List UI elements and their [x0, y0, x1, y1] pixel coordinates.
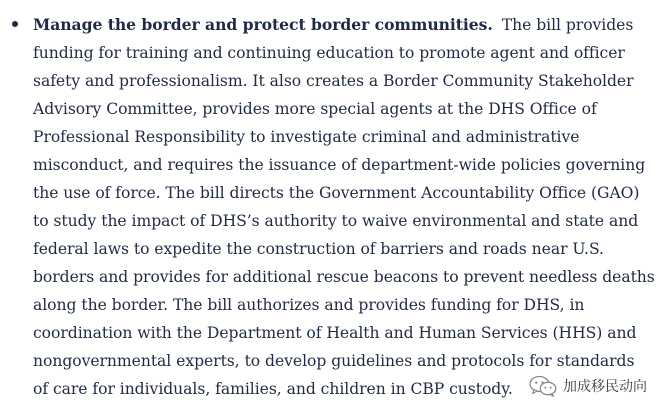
- paragraph-line-9: federal laws to expedite the construction of barriers and roads near U.S.: [33, 240, 604, 258]
- watermark-text: 加成移民动向: [563, 379, 647, 395]
- paragraph-line-14: of care for individuals, families, and children in CBP custody.: [33, 380, 513, 398]
- paragraph-line-5: Professional Responsibility to investigate criminal and administrative: [33, 128, 580, 146]
- paragraph-line-4: Advisory Committee, provides more special agents at the DHS Office of: [33, 100, 597, 118]
- paragraph-line-8: to study the impact of DHS’s authority to waive environmental and state and: [33, 212, 639, 230]
- paragraph-line-6: misconduct, and requires the issuance of department-wide policies governing: [33, 156, 646, 174]
- paragraph-line-10: borders and provides for additional rescue beacons to prevent needless deaths: [33, 268, 655, 286]
- wechat-icon: [529, 375, 557, 397]
- wechat-watermark: [529, 375, 647, 397]
- bullet-marker: [12, 21, 18, 27]
- paragraph-line-1: [33, 11, 633, 39]
- paragraph-text: The bill provides: [501, 16, 634, 34]
- paragraph-line-7: the use of force. The bill directs the Government Accountability Office (GAO): [33, 184, 640, 202]
- paragraph-line-3: safety and professionalism. It also creates a Border Community Stakeholder: [33, 72, 634, 90]
- paragraph-line-12: coordination with the Department of Health and Human Services (HHS) and: [33, 324, 637, 342]
- paragraph-line-13: nongovernmental experts, to develop guidelines and protocols for standards: [33, 352, 635, 370]
- bullet-lead-heading: Manage the border and protect border communities.: [33, 15, 493, 34]
- paragraph-line-2: funding for training and continuing education to promote agent and officer: [33, 44, 625, 62]
- paragraph-line-11: along the border. The bill authorizes and provides funding for DHS, in: [33, 296, 585, 314]
